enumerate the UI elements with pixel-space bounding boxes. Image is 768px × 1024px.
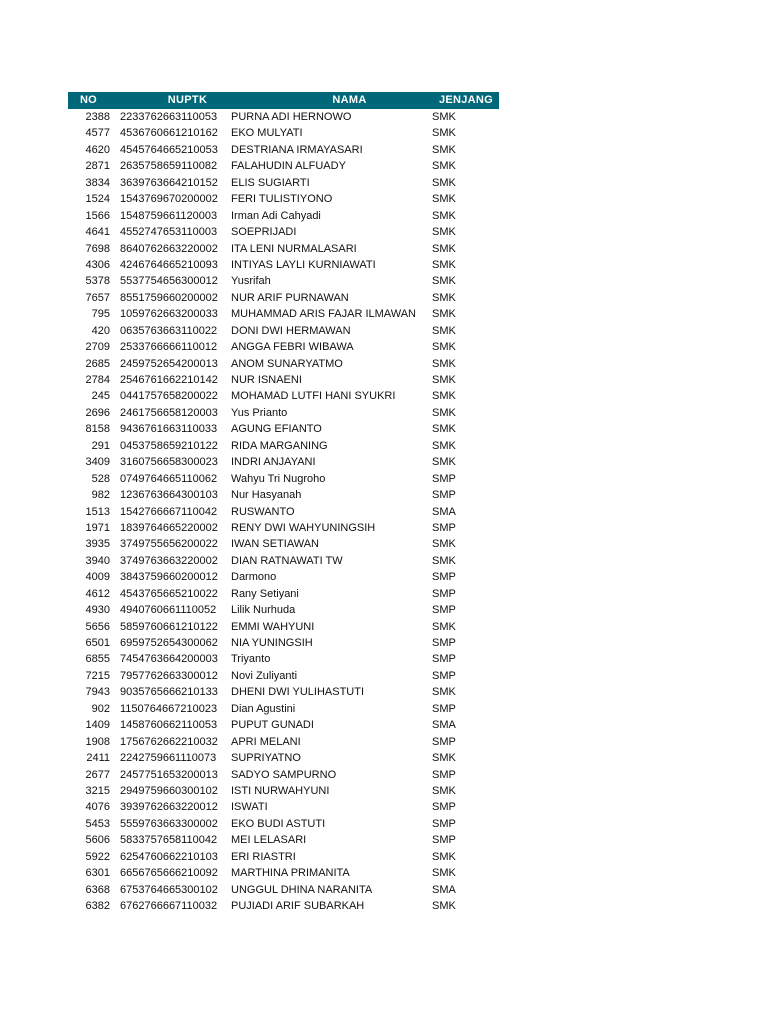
cell-nuptk: 7454763664200003 (120, 653, 218, 666)
cell-nuptk: 3749755656200022 (120, 538, 218, 551)
table-row (68, 849, 499, 865)
table-row (68, 520, 499, 536)
cell-nuptk: 2457751653200013 (120, 768, 218, 781)
cell-no: 4009 (85, 571, 110, 584)
cell-nama: ANOM SUNARYATMO (231, 357, 343, 370)
cell-nuptk: 1150764667210023 (120, 702, 218, 715)
cell-nama: NIA YUNINGSIH (231, 637, 313, 649)
cell-nuptk: 0749764665110062 (120, 472, 218, 485)
cell-no: 5453 (85, 817, 110, 830)
cell-nama: Darmono (231, 571, 277, 584)
cell-no: 7657 (85, 291, 110, 304)
cell-nama: MUHAMMAD ARIS FAJAR ILMAWAN (231, 308, 416, 321)
cell-nuptk: 2533766666110012 (120, 341, 218, 354)
cell-nama: EKO MULYATI (231, 127, 303, 140)
cell-nama: PURNA ADI HERNOWO (231, 111, 352, 123)
cell-no: 7943 (85, 686, 110, 699)
cell-nuptk: 0453758659210122 (120, 439, 218, 452)
cell-jenjang: SMK (432, 291, 456, 304)
cell-jenjang: SMP (432, 801, 456, 814)
cell-no: 2784 (85, 374, 110, 386)
cell-no: 6501 (85, 637, 110, 649)
cell-nama: DHENI DWI YULIHASTUTI (231, 686, 365, 699)
table-row (68, 586, 499, 602)
cell-nama: Irman Adi Cahyadi (231, 209, 321, 222)
cell-no: 420 (91, 324, 110, 337)
cell-no: 2411 (86, 752, 110, 765)
table-row (68, 388, 499, 404)
cell-no: 7698 (85, 242, 110, 255)
cell-jenjang: SMK (432, 176, 456, 189)
cell-no: 245 (91, 390, 110, 403)
cell-nama: EKO BUDI ASTUTI (231, 817, 326, 830)
table-row (68, 273, 499, 289)
cell-jenjang: SMK (432, 357, 456, 370)
cell-nuptk: 1458760662110053 (120, 719, 218, 732)
cell-no: 6368 (85, 883, 110, 896)
cell-no: 4577 (85, 127, 110, 140)
table-row (68, 701, 499, 717)
cell-no: 1971 (85, 521, 110, 534)
cell-nuptk: 7957762663300012 (120, 669, 218, 682)
cell-no: 5922 (85, 850, 110, 863)
cell-nama: ISTI NURWAHYUNI (231, 784, 330, 797)
cell-jenjang: SMK (432, 850, 456, 863)
cell-nuptk: 1542766667110042 (120, 505, 218, 518)
cell-nama: MEI LELASARI (231, 834, 307, 847)
cell-nama: NUR ARIF PURNAWAN (231, 291, 349, 304)
cell-nama: Dian Agustini (231, 702, 296, 715)
cell-jenjang: SMP (432, 834, 456, 847)
cell-nama: MOHAMAD LUTFI HANI SYUKRI (231, 390, 396, 403)
cell-jenjang: SMK (432, 341, 456, 354)
table-row (68, 635, 499, 651)
table-row (68, 799, 499, 815)
cell-jenjang: SMK (432, 324, 456, 337)
cell-jenjang: SMP (432, 604, 456, 617)
cell-jenjang: SMP (432, 702, 456, 715)
table-row (68, 816, 499, 832)
table-row (68, 569, 499, 585)
table-row (68, 619, 499, 635)
cell-nama: ELIS SUGIARTI (231, 176, 310, 189)
table-row (68, 405, 499, 421)
cell-no: 2696 (85, 406, 110, 419)
table-row (68, 191, 499, 207)
cell-no: 4306 (85, 258, 110, 271)
cell-no: 3935 (85, 538, 110, 551)
column-header-no: NO (79, 94, 98, 106)
cell-nama: Nur Hasyanah (231, 489, 302, 502)
table-row (68, 290, 499, 306)
table-row (68, 668, 499, 684)
cell-no: 2685 (85, 357, 110, 370)
cell-jenjang: SMK (432, 456, 456, 469)
cell-nama: PUJIADI ARIF SUBARKAH (231, 900, 365, 912)
cell-nuptk: 5537754656300012 (120, 275, 218, 288)
cell-no: 7215 (85, 669, 110, 682)
cell-jenjang: SMP (432, 653, 456, 666)
table-row (68, 356, 499, 372)
cell-nama: DIAN RATNAWATI TW (231, 554, 343, 567)
cell-nuptk: 3939762663220012 (120, 801, 218, 814)
cell-no: 528 (91, 472, 110, 485)
cell-jenjang: SMK (432, 127, 456, 140)
cell-nuptk: 6762766667110032 (120, 900, 218, 912)
table-row (68, 158, 499, 174)
cell-no: 5606 (85, 834, 110, 847)
cell-nama: Lilik Nurhuda (231, 604, 296, 617)
cell-nama: Triyanto (231, 653, 271, 666)
cell-no: 1524 (85, 193, 110, 206)
cell-no: 795 (91, 308, 110, 321)
cell-no: 1566 (85, 209, 110, 222)
table-row (68, 651, 499, 667)
cell-nuptk: 9035765666210133 (120, 686, 218, 699)
cell-nuptk: 3749763663220002 (120, 554, 218, 567)
cell-jenjang: SMP (432, 571, 456, 584)
cell-jenjang: SMP (432, 768, 456, 781)
teacher-table (68, 92, 499, 914)
table-row (68, 109, 499, 125)
table-row (68, 734, 499, 750)
cell-jenjang: SMP (432, 472, 456, 485)
cell-nuptk: 4940760661110052 (120, 604, 217, 617)
table-row (68, 717, 499, 733)
table-row (68, 454, 499, 470)
cell-nama: DESTRIANA IRMAYASARI (231, 143, 363, 156)
cell-no: 1908 (85, 735, 110, 748)
cell-nuptk: 2461756658120003 (120, 406, 218, 419)
cell-nama: Yusrifah (231, 275, 271, 288)
table-row (68, 241, 499, 257)
cell-jenjang: SMK (432, 784, 456, 797)
cell-nuptk: 1059762663200033 (120, 308, 218, 321)
table-row (68, 504, 499, 520)
cell-nama: APRI MELANI (231, 735, 301, 748)
cell-nuptk: 2242759661110073 (120, 752, 217, 765)
cell-nama: NUR ISNAENI (231, 374, 302, 386)
cell-nama: EMMI WAHYUNI (231, 620, 315, 633)
column-header-nuptk: NUPTK (167, 94, 208, 106)
cell-nuptk: 4536760661210162 (120, 127, 218, 140)
cell-nuptk: 5833757658110042 (120, 834, 218, 847)
cell-nuptk: 1756762662210032 (120, 735, 218, 748)
cell-jenjang: SMK (432, 209, 456, 222)
cell-jenjang: SMK (432, 423, 456, 436)
cell-nama: RENY DWI WAHYUNINGSIH (231, 521, 376, 534)
table-row (68, 898, 499, 914)
table-row (68, 421, 499, 437)
cell-nuptk: 1543769670200002 (120, 193, 218, 206)
cell-jenjang: SMK (432, 258, 456, 271)
cell-nama: INTIYAS LAYLI KURNIAWATI (231, 258, 376, 271)
column-header-jenjang: JENJANG (438, 94, 494, 106)
cell-jenjang: SMK (432, 554, 456, 567)
cell-nama: RUSWANTO (231, 505, 295, 518)
cell-jenjang: SMK (432, 900, 456, 912)
cell-nuptk: 6753764665300102 (120, 883, 218, 896)
cell-no: 2677 (85, 768, 110, 781)
cell-jenjang: SMP (432, 587, 456, 600)
cell-nuptk: 3843759660200012 (120, 571, 218, 584)
cell-nuptk: 0635763663110022 (120, 324, 218, 337)
cell-no: 1409 (85, 719, 110, 732)
cell-nama: PUPUT GUNADI (231, 719, 314, 732)
table-row (68, 471, 499, 487)
table-row (68, 865, 499, 881)
cell-jenjang: SMK (432, 538, 456, 551)
table-body (68, 109, 499, 914)
table-row (68, 438, 499, 454)
cell-no: 8158 (85, 423, 110, 436)
cell-nuptk: 1839764665220002 (120, 521, 218, 534)
cell-nama: UNGGUL DHINA NARANITA (231, 883, 373, 896)
cell-nuptk: 4552747653110003 (120, 226, 218, 239)
cell-jenjang: SMK (432, 752, 456, 765)
cell-no: 2388 (85, 111, 110, 123)
cell-jenjang: SMK (432, 160, 456, 173)
cell-nuptk: 6656765666210092 (120, 867, 218, 880)
cell-no: 902 (91, 702, 110, 715)
table-row (68, 767, 499, 783)
cell-nuptk: 3160756658300023 (120, 456, 218, 469)
table-header (68, 92, 499, 109)
cell-nuptk: 1236763664300103 (120, 489, 218, 502)
cell-jenjang: SMP (432, 521, 456, 534)
cell-no: 4930 (85, 604, 110, 617)
cell-no: 6382 (85, 900, 110, 912)
cell-nuptk: 8551759660200002 (120, 291, 218, 304)
table-row (68, 224, 499, 240)
table-row (68, 783, 499, 799)
cell-no: 3940 (85, 554, 110, 567)
cell-nuptk: 5559763663300002 (120, 817, 218, 830)
cell-no: 5378 (85, 275, 110, 288)
cell-jenjang: SMK (432, 193, 456, 206)
cell-no: 5656 (85, 620, 110, 633)
table-row (68, 553, 499, 569)
cell-nama: Novi Zuliyanti (231, 669, 298, 682)
table-row (68, 487, 499, 503)
cell-nuptk: 2949759660300102 (120, 784, 218, 797)
table-row (68, 536, 499, 552)
cell-jenjang: SMK (432, 275, 456, 288)
cell-nama: SOEPRIJADI (231, 226, 297, 239)
cell-no: 6855 (85, 653, 110, 666)
cell-no: 3215 (85, 784, 110, 797)
cell-nama: Yus Prianto (231, 406, 288, 419)
cell-jenjang: SMP (432, 735, 456, 748)
cell-jenjang: SMK (432, 867, 456, 880)
cell-no: 4620 (85, 143, 110, 156)
cell-jenjang: SMP (432, 489, 456, 502)
table-row (68, 208, 499, 224)
cell-no: 2871 (85, 160, 110, 173)
cell-nuptk: 2233762663110053 (120, 111, 218, 123)
table-row (68, 257, 499, 273)
cell-nuptk: 3639763664210152 (120, 176, 218, 189)
cell-no: 4612 (85, 587, 110, 600)
cell-jenjang: SMK (432, 242, 456, 255)
cell-nuptk: 4543765665210022 (120, 587, 218, 600)
cell-jenjang: SMK (432, 686, 456, 699)
cell-jenjang: SMK (432, 620, 456, 633)
cell-jenjang: SMK (432, 226, 456, 239)
cell-nuptk: 0441757658200022 (120, 390, 218, 403)
cell-no: 4641 (85, 226, 110, 239)
cell-jenjang: SMK (432, 111, 456, 123)
cell-nama: FERI TULISTIYONO (231, 193, 333, 206)
table-row (68, 882, 499, 898)
cell-nama: INDRI ANJAYANI (231, 456, 316, 469)
cell-no: 6301 (85, 867, 110, 880)
cell-jenjang: SMP (432, 669, 456, 682)
cell-nama: SUPRIYATNO (231, 752, 301, 765)
cell-jenjang: SMK (432, 143, 456, 156)
table-row (68, 372, 499, 388)
table-row (68, 142, 499, 158)
cell-jenjang: SMA (432, 883, 456, 896)
cell-nuptk: 2635758659110082 (120, 160, 218, 173)
cell-nuptk: 5859760661210122 (120, 620, 218, 633)
cell-no: 291 (91, 439, 110, 452)
cell-no: 2709 (85, 341, 110, 354)
cell-nama: ANGGA FEBRI WIBAWA (231, 341, 354, 354)
cell-nuptk: 9436761663110033 (120, 423, 218, 436)
table-row (68, 339, 499, 355)
table-row (68, 306, 499, 322)
cell-nama: IWAN SETIAWAN (231, 538, 319, 551)
table-row (68, 684, 499, 700)
cell-nama: FALAHUDIN ALFUADY (231, 160, 346, 173)
cell-nuptk: 6959752654300062 (120, 637, 218, 649)
cell-nuptk: 8640762663220002 (120, 242, 218, 255)
cell-jenjang: SMP (432, 817, 456, 830)
cell-jenjang: SMP (432, 637, 456, 649)
cell-no: 4076 (85, 801, 110, 814)
cell-nama: Rany Setiyani (231, 587, 299, 600)
cell-nama: ERI RIASTRI (231, 850, 296, 863)
cell-jenjang: SMK (432, 390, 456, 403)
table-row (68, 323, 499, 339)
cell-nuptk: 4545764665210053 (120, 143, 218, 156)
cell-jenjang: SMA (432, 719, 456, 732)
cell-nama: SADYO SAMPURNO (231, 768, 337, 781)
cell-nama: DONI DWI HERMAWAN (231, 324, 351, 337)
cell-nama: AGUNG EFIANTO (231, 423, 322, 436)
cell-no: 982 (91, 489, 110, 502)
cell-no: 3409 (85, 456, 110, 469)
table-row (68, 832, 499, 848)
cell-no: 3834 (85, 176, 110, 189)
cell-nama: RIDA MARGANING (231, 439, 328, 452)
cell-jenjang: SMK (432, 374, 456, 386)
cell-nama: ITA LENI NURMALASARI (231, 242, 357, 255)
cell-nuptk: 2459752654200013 (120, 357, 218, 370)
cell-nama: MARTHINA PRIMANITA (231, 867, 350, 880)
cell-nuptk: 4246764665210093 (120, 258, 218, 271)
table-row (68, 602, 499, 618)
cell-jenjang: SMA (432, 505, 456, 518)
cell-nuptk: 6254760662210103 (120, 850, 218, 863)
cell-nama: Wahyu Tri Nugroho (231, 472, 326, 485)
table-row (68, 125, 499, 141)
cell-jenjang: SMK (432, 308, 456, 321)
cell-jenjang: SMK (432, 406, 456, 419)
table-row (68, 175, 499, 191)
cell-jenjang: SMK (432, 439, 456, 452)
column-header-nama: NAMA (332, 94, 367, 106)
table-row (68, 750, 499, 766)
cell-no: 1513 (85, 505, 110, 518)
cell-nuptk: 1548759661120003 (120, 209, 218, 222)
cell-nuptk: 2546761662210142 (120, 374, 218, 386)
cell-nama: ISWATI (231, 801, 268, 814)
